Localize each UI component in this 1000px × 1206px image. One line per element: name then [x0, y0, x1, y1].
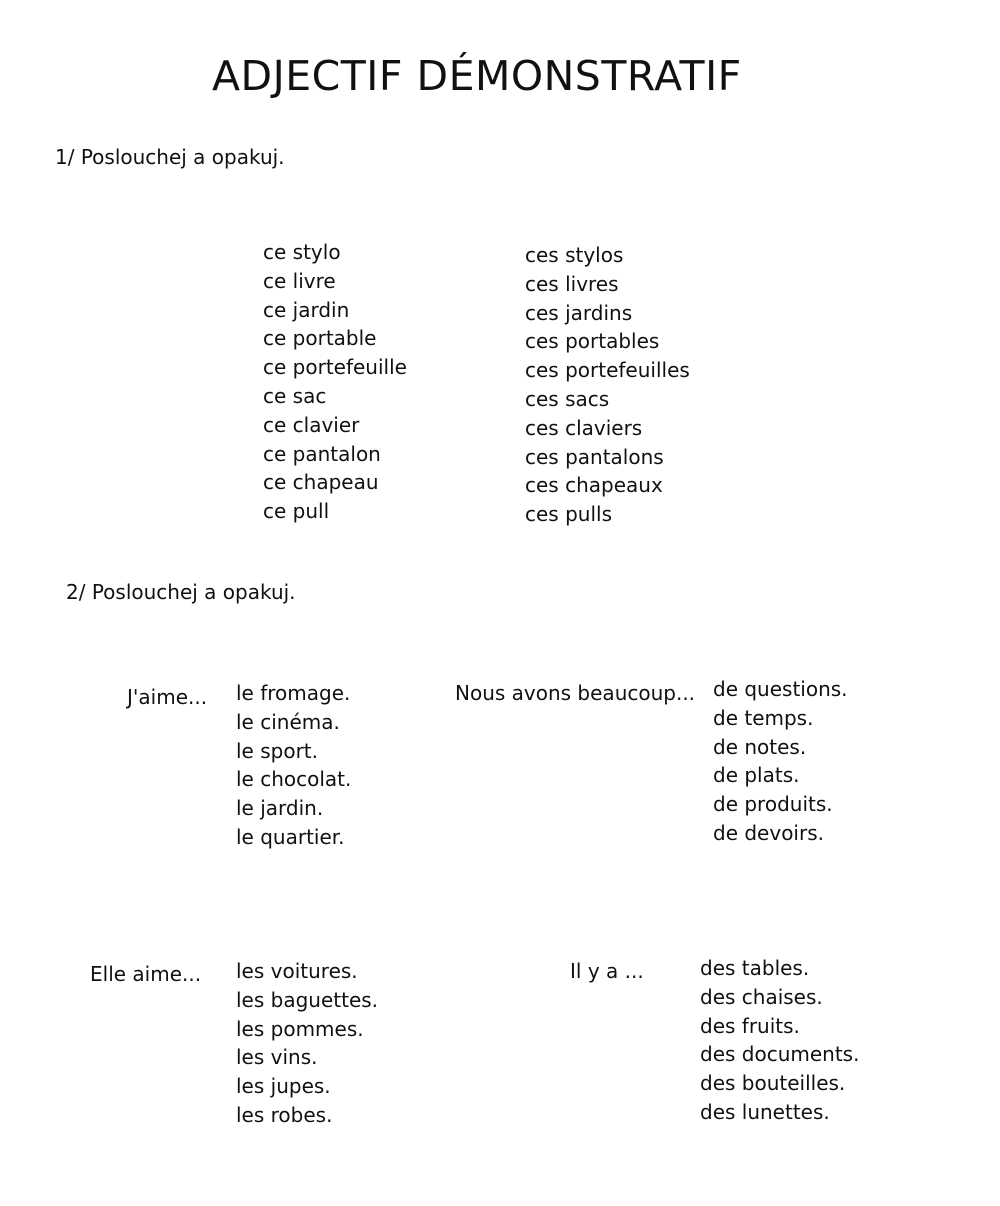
list-item: le quartier. — [236, 824, 345, 849]
list-item: ce portable — [263, 326, 377, 351]
page-title: ADJECTIF DÉMONSTRATIF — [212, 52, 742, 100]
list-item: ces chapeaux — [525, 473, 663, 498]
group-lead-il-y-a: Il y a ... — [570, 959, 644, 983]
list-item: les pommes. — [236, 1016, 364, 1041]
list-item: le fromage. — [236, 681, 351, 705]
list-item: des fruits. — [700, 1013, 800, 1038]
plural-list — [525, 241, 690, 529]
list-item: de questions. — [713, 677, 848, 701]
list-item: le chocolat. — [236, 767, 352, 792]
group-list-elle-aime — [236, 957, 378, 1130]
list-item: ces sacs — [525, 386, 610, 411]
list-item: des lunettes. — [700, 1099, 830, 1124]
list-item: de plats. — [713, 763, 800, 788]
list-item: des chaises. — [700, 984, 823, 1009]
list-item: ce chapeau — [263, 470, 379, 495]
list-item: ces livres — [525, 271, 619, 296]
list-item: les baguettes. — [236, 987, 379, 1012]
list-item: des bouteilles. — [700, 1071, 846, 1096]
list-item: les jupes. — [236, 1074, 331, 1099]
list-item: ces pantalons — [525, 444, 664, 469]
list-item: ces stylos — [525, 243, 624, 267]
list-item: les voitures. — [236, 959, 358, 983]
list-item: ce sac — [263, 383, 327, 408]
group-list-nous-avons — [713, 675, 848, 848]
group-list-il-y-a — [700, 954, 859, 1127]
list-item: les vins. — [236, 1045, 318, 1070]
group-lead-jaime: J'aime... — [127, 685, 208, 709]
group-lead-nous-avons: Nous avons beaucoup... — [455, 681, 696, 705]
list-item: ce livre — [263, 268, 336, 293]
group-list-jaime — [236, 679, 351, 852]
list-item: de produits. — [713, 792, 833, 817]
list-item: ces jardins — [525, 300, 633, 325]
list-item: de devoirs. — [713, 820, 824, 845]
group-lead-elle-aime: Elle aime... — [90, 962, 202, 986]
list-item: ces claviers — [525, 415, 643, 440]
section2-heading: 2/ Poslouchej a opakuj. — [66, 580, 296, 604]
list-item: de notes. — [713, 734, 807, 759]
list-item: ce portefeuille — [263, 355, 407, 380]
list-item: ce pantalon — [263, 441, 381, 466]
list-item: ces portables — [525, 329, 660, 354]
list-item: ce pull — [263, 499, 330, 524]
list-item: ces portefeuilles — [525, 358, 690, 383]
list-item: ces pulls — [525, 502, 612, 527]
list-item: les robes. — [236, 1102, 333, 1127]
list-item: des documents. — [700, 1042, 860, 1067]
list-item: des tables. — [700, 956, 810, 980]
section1-heading: 1/ Poslouchej a opakuj. — [55, 145, 285, 169]
list-item: le sport. — [236, 738, 318, 763]
singular-list — [263, 238, 407, 526]
list-item: ce clavier — [263, 412, 360, 437]
list-item: ce jardin — [263, 297, 350, 322]
list-item: ce stylo — [263, 240, 341, 264]
list-item: de temps. — [713, 705, 814, 730]
list-item: le jardin. — [236, 796, 324, 821]
list-item: le cinéma. — [236, 709, 340, 734]
